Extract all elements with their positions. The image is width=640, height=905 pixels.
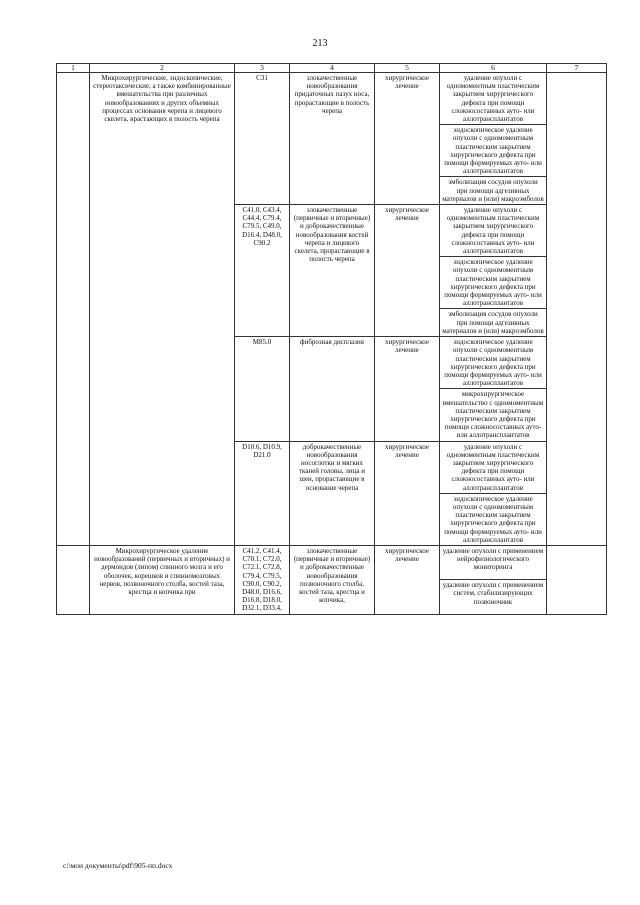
patient-model-cell: доброкачественные новообразования носоглотки и мягких тканей головы, лица и шеи, прорастающие в основание черепа: [290, 441, 375, 545]
treatment-method-cell: удаление опухоли с одномоментным пластическим закрытием хирургического дефекта при помощи сложносоставных ауто- или аллотрансплантатов: [440, 205, 547, 257]
treatment-method-cell: эмболизация сосудов опухоли при помощи адгезивных материалов и (или) макроэмболов: [440, 309, 547, 337]
column-number-1: 1: [57, 64, 90, 73]
empty-cell-col1: [57, 73, 90, 546]
treatment-method-cell: удаление опухоли с одномоментным пластическим закрытием хирургического дефекта при помощи сложносоставных ауто- или аллотрансплантатов: [440, 441, 547, 493]
patient-model-cell: злокачественные новообразования придаточных пазух носа, прорастающие в полость черепа: [290, 73, 375, 205]
column-number-6: 6: [440, 64, 547, 73]
empty-cell-col7: [547, 73, 607, 546]
table-row: [57, 545, 607, 579]
column-number-7: 7: [547, 64, 607, 73]
treatment-type-cell: хирургическое лечение: [375, 545, 440, 614]
table-row: [57, 73, 607, 125]
column-number-5: 5: [375, 64, 440, 73]
treatment-method-cell: эндоскопическое удаление опухоли с одномоментным пластическим закрытием хирургического дефекта при помощи формируемых ауто- или аллотрансплантатов: [440, 257, 547, 309]
patient-model-cell: фиброзная дисплазия: [290, 337, 375, 441]
page-number: 213: [312, 38, 328, 49]
treatment-type-cell: хирургическое лечение: [375, 337, 440, 441]
patient-model-cell: злокачественные (первичные и вторичные) и доброкачественные новообразования позвоночного столба, костей таза, крестца и копчика,: [290, 545, 375, 614]
icd-codes-cell: C31: [235, 73, 290, 205]
empty-cell-col7: [547, 545, 607, 614]
header-row: [57, 64, 607, 73]
procedures-table: [56, 63, 607, 615]
footer-file-path: c:\мои документы\pdf\905-пп.docx: [63, 861, 173, 870]
treatment-method-cell: эндоскопическое удаление опухоли с одномоментным пластическим закрытием хирургического дефекта при помощи формируемых ауто- или аллотрансплантатов: [440, 125, 547, 177]
column-number-4: 4: [290, 64, 375, 73]
patient-model-cell: злокачественные (первичные и вторичные) и доброкачественные новообразования костей черепа и лицевого скелета, прорастающие в полость черепа: [290, 205, 375, 337]
treatment-method-cell: эндоскопическое удаление опухоли с одномоментным пластическим закрытием хирургического дефекта при помощи формируемых ауто- или аллотрансплантатов: [440, 337, 547, 389]
treatment-type-cell: хирургическое лечение: [375, 205, 440, 337]
column-number-2: 2: [90, 64, 235, 73]
icd-codes-cell: M85.0: [235, 337, 290, 441]
treatment-method-cell: удаление опухоли с применением нейрофизиологического мониторинга: [440, 545, 547, 579]
treatment-method-cell: удаление опухоли с применением систем, стабилизирующих позвоночник: [440, 580, 547, 614]
treatment-method-cell: эмболизация сосудов опухоли при помощи адгезивных материалов и (или) макроэмболов: [440, 177, 547, 205]
treatment-type-cell: хирургическое лечение: [375, 441, 440, 545]
intervention-cell: Микрохирургическое удаление новообразований (первичных и вторичных) и дермоидов (липом) спинного мозга и его оболочек, корешков и спинномозговых нервов, позвоночного столба, костей таза, крестца и копчика при: [90, 545, 235, 614]
treatment-type-cell: хирургическое лечение: [375, 73, 440, 205]
treatment-method-cell: эндоскопическое удаление опухоли с одномоментным пластическим закрытием хирургического дефекта при помощи формируемых ауто- или аллотрансплантатов: [440, 493, 547, 545]
intervention-cell: Микрохирургические, эндоскопические, стереотаксические, а также комбинированные вмешательства при различных новообразованиях и других объемных процессах основания черепа и лицевого скелета, врастающих в полость черепа: [90, 73, 235, 546]
empty-cell-col1: [57, 545, 90, 614]
treatment-method-cell: микрохирургическое вмешательство с одномоментным пластическим закрытием хирургического дефекта при помощи сложносоставных ауто- или аллотрансплантатов: [440, 389, 547, 441]
treatment-method-cell: удаление опухоли с одномоментным пластическим закрытием хирургического дефекта при помощи сложносоставных ауто- или аллотрансплантатов: [440, 73, 547, 125]
icd-codes-cell: D10.6, D10.9, D21.0: [235, 441, 290, 545]
icd-codes-cell: C41.2, C41.4, C70.1, C72.0, C72.1, C72.8, C79.4, C79.5, C90.0, C90.2, D48.0, D16.6, D16.8, D18.0, D32.1, D33.4,: [235, 545, 290, 614]
icd-codes-cell: C41.0, C43.4, C44.4, C79.4, C79.5, C49.0, D16.4, D48.0, C90.2: [235, 205, 290, 337]
column-number-3: 3: [235, 64, 290, 73]
